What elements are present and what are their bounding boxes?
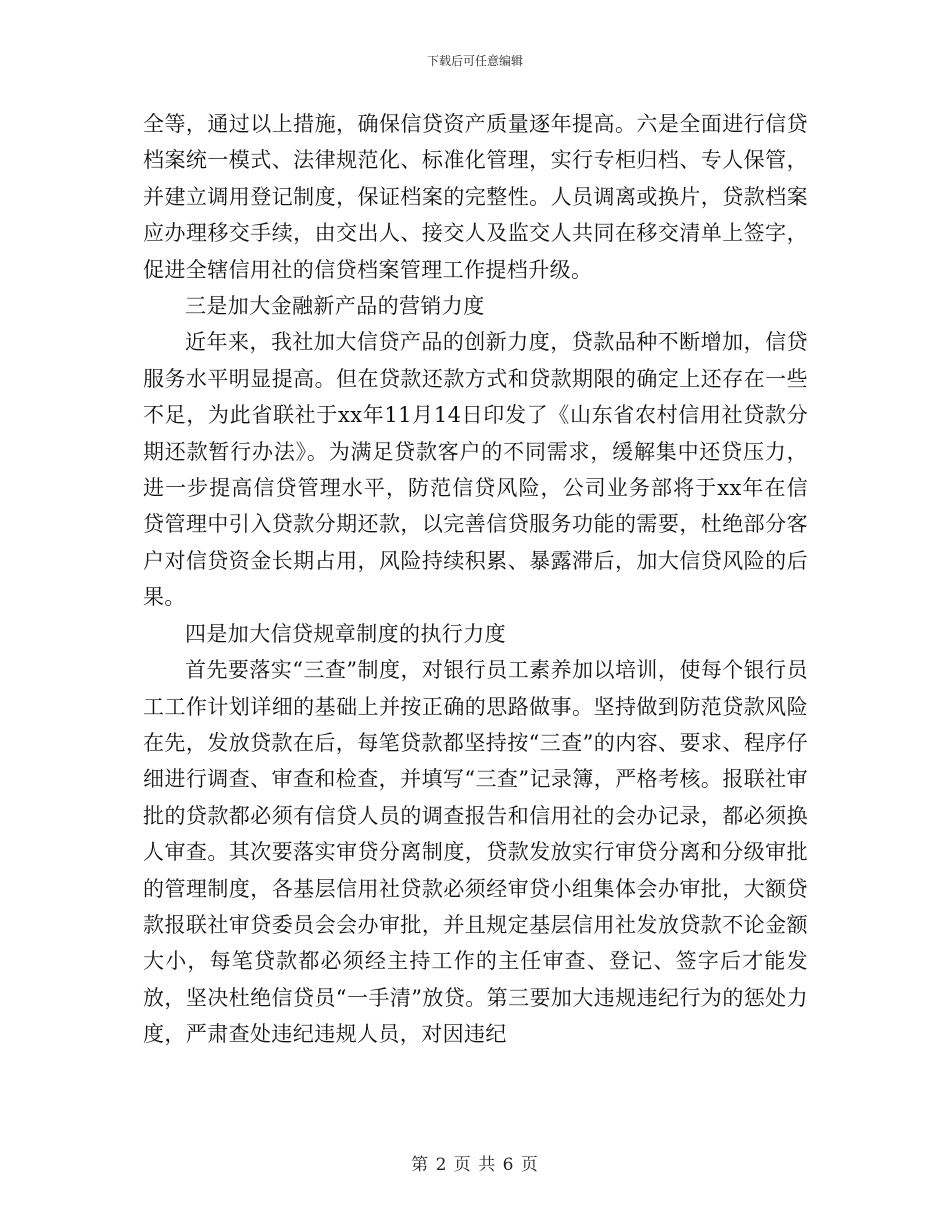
document-body [143,106,808,1053]
page-number-footer: 第 2 页 共 6 页 [411,1155,539,1175]
paragraph-regulations: 首先要落实“三查”制度，对银行员工素养加以培训，使每个银行员工工作计划详细的基础上并按正确的思路做事。坚持做到防范贷款风险在先，发放贷款在后，每笔贷款都坚持按“三查”的内容、要求、程序仔细进行调查、审查和检查，并填写“三查”记录簿，严格考核。报联社审批的贷款都必须有信贷人员的调查报告和信用社的会办记录，都必须换人审查。其次要落实审贷分离制度，贷款发放实行审贷分离和分级审批的管理制度，各基层信用社贷款必须经审贷小组集体会办审批，大额贷款报联社审贷委员会会办审批，并且规定基层信用社发放贷款不论金额大小，每笔贷款都必须经主持工作的主任审查、登记、签字后才能发放，坚决杜绝信贷员“一手清”放贷。第三要加大违规违纪行为的惩处力度，严肃查处违纪违规人员，对因违纪 [143,658,808,1047]
paragraph-new-products: 近年来，我社加大信贷产品的创新力度，贷款品种不断增加，信贷服务水平明显提高。但在贷款还款方式和贷款期限的确定上还存在一些不足，为此省联社于xx年11月14日印发了《山东省农村信用社贷款分期还款暂行办法》。为满足贷款客户的不同需求，缓解集中还贷压力，进一步提高信贷管理水平，防范信贷风险，公司业务部将于xx年在信贷管理中引入贷款分期还款，以完善信贷服务功能的需要，杜绝部分客户对信贷资金长期占用，风险持续积累、暴露滞后，加大信贷风险的后果。 [143,330,808,610]
paragraph-continued: 全等，通过以上措施，确保信贷资产质量逐年提高。六是全面进行信贷档案统一模式、法律规范化、标准化管理，实行专柜归档、专人保管，并建立调用登记制度，保证档案的完整性。人员调离或换片，贷款档案应办理移交手续，由交出人、接交人及监交人共同在移交清单上签字，促进全辖信用社的信贷档案管理工作提档升级。 [143,112,808,282]
header-note: 下载后可任意编辑 [426,54,523,68]
section-heading-three: 三是加大金融新产品的营销力度 [185,294,485,319]
section-heading-four: 四是加大信贷规章制度的执行力度 [185,621,506,646]
